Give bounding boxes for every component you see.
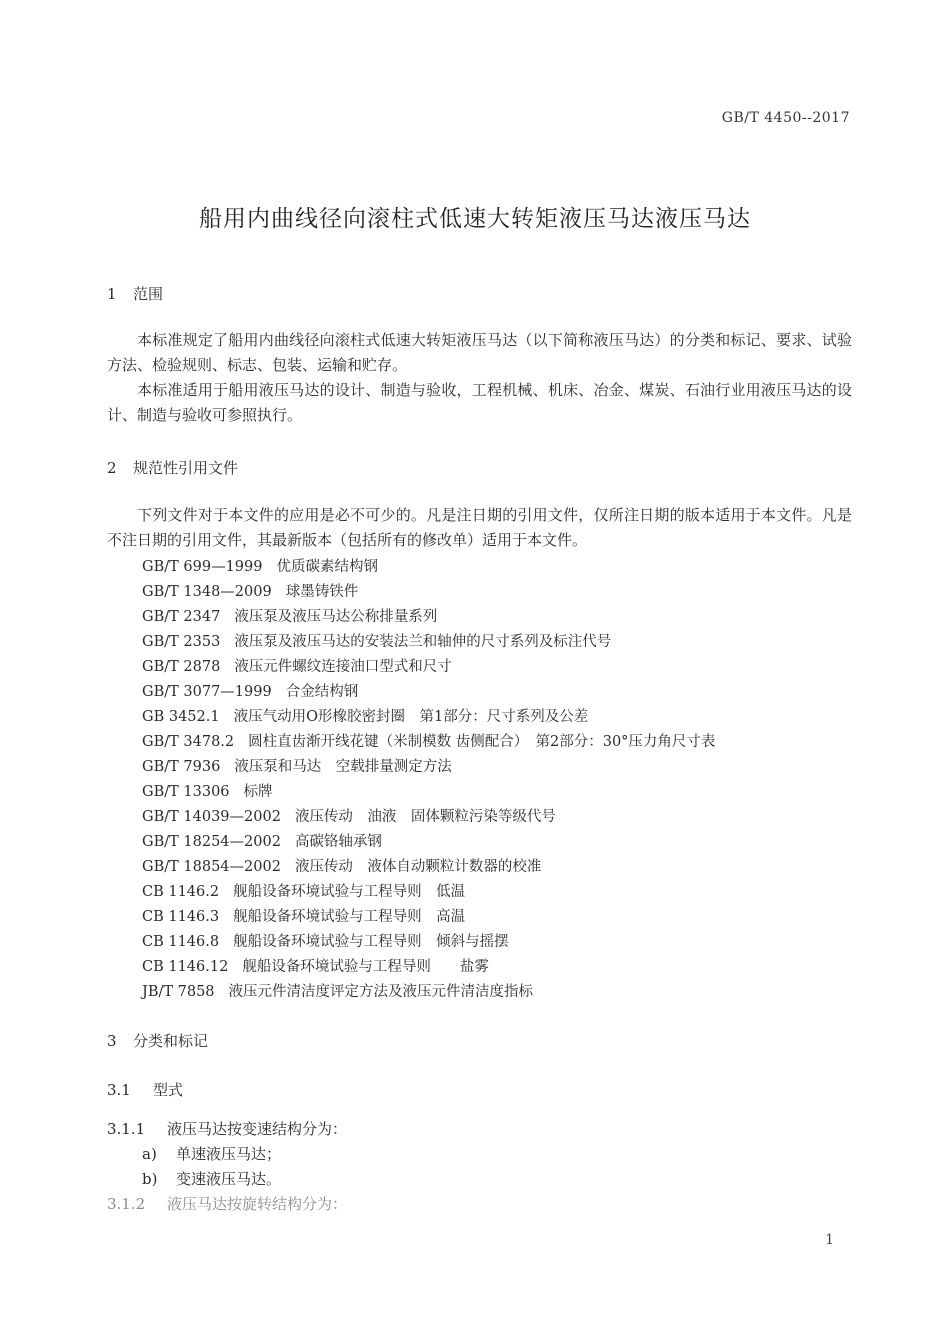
ref-code: CB 1146.2 bbox=[142, 884, 220, 900]
ref-title: 液压泵和马达 空载排量测定方法 bbox=[234, 759, 452, 775]
ref-item bbox=[142, 755, 452, 776]
section-title: 分类和标记 bbox=[133, 1032, 209, 1050]
ref-item bbox=[142, 605, 437, 626]
subsection-3-1-2 bbox=[107, 1193, 347, 1214]
subsection-text: 液压马达按变速结构分为： bbox=[167, 1120, 348, 1138]
subsection-number: 3.1.1 bbox=[107, 1120, 146, 1138]
ref-code: GB/T 2347 bbox=[142, 609, 221, 625]
ref-code: GB/T 699—1999 bbox=[142, 559, 263, 575]
ref-item bbox=[142, 780, 273, 801]
ref-title: 球墨铸铁件 bbox=[285, 584, 359, 600]
section-number: 2 bbox=[107, 459, 117, 477]
ref-code: GB/T 3478.2 bbox=[142, 734, 235, 750]
list-item bbox=[142, 1168, 281, 1189]
subsection-number: 3.1 bbox=[107, 1081, 131, 1099]
ref-item bbox=[142, 880, 465, 901]
ref-code: GB/T 13306 bbox=[142, 784, 230, 800]
list-marker: a) bbox=[142, 1145, 157, 1163]
ref-item bbox=[142, 680, 358, 701]
section-title: 规范性引用文件 bbox=[133, 459, 239, 477]
ref-title: 优质碳素结构钢 bbox=[276, 559, 378, 575]
ref-title: 液压元件螺纹连接油口型式和尺寸 bbox=[234, 659, 452, 675]
ref-title: 液压传动 油液 固体颗粒污染等级代号 bbox=[294, 809, 556, 825]
section-number: 3 bbox=[107, 1032, 117, 1050]
ref-code: GB/T 18854—2002 bbox=[142, 859, 281, 875]
section-2-heading bbox=[107, 457, 238, 478]
ref-code: GB 3452.1 bbox=[142, 709, 220, 725]
ref-item bbox=[142, 630, 611, 651]
ref-item bbox=[142, 805, 556, 826]
ref-item bbox=[142, 955, 489, 976]
ref-code: CB 1146.12 bbox=[142, 959, 229, 975]
ref-title: 合金结构钢 bbox=[285, 684, 359, 700]
ref-title: 舰船设备环境试验与工程导则 高温 bbox=[233, 909, 466, 925]
ref-title: 圆柱直齿渐开线花键（米制模数 齿侧配合） 第2部分：30°压力角尺寸表 bbox=[248, 734, 716, 750]
ref-code: GB/T 7936 bbox=[142, 759, 221, 775]
section-1-heading bbox=[107, 283, 163, 304]
subsection-title: 型式 bbox=[153, 1081, 184, 1099]
ref-title: 舰船设备环境试验与工程导则 低温 bbox=[233, 884, 466, 900]
scope-paragraph-2: 本标准适用于船用液压马达的设计、制造与验收，工程机械、机床、冶金、煤炭、石油行业用液压马达的设计、制造与验收可参照执行。 bbox=[107, 381, 852, 424]
ref-title: 液压元件清洁度评定方法及液压元件清洁度指标 bbox=[228, 984, 534, 1000]
list-marker: b) bbox=[142, 1170, 158, 1188]
ref-title: 高碳铬轴承钢 bbox=[294, 834, 382, 850]
ref-code: GB/T 14039—2002 bbox=[142, 809, 281, 825]
ref-item bbox=[142, 555, 378, 576]
ref-code: CB 1146.3 bbox=[142, 909, 220, 925]
ref-code: CB 1146.8 bbox=[142, 934, 220, 950]
ref-code: JB/T 7858 bbox=[142, 984, 215, 1000]
ref-title: 舰船设备环境试验与工程导则 倾斜与摇摆 bbox=[233, 934, 509, 950]
ref-item bbox=[142, 730, 715, 751]
ref-item bbox=[142, 705, 588, 726]
list-text: 变速液压马达。 bbox=[176, 1170, 282, 1188]
ref-title: 液压泵及液压马达公称排量系列 bbox=[234, 609, 438, 625]
scope-paragraph-1: 本标准规定了船用内曲线径向滚柱式低速大转矩液压马达（以下简称液压马达）的分类和标记、要求、试验方法、检验规则、标志、包装、运输和贮存。 bbox=[107, 331, 852, 374]
document-title: 船用内曲线径向滚柱式低速大转矩液压马达液压马达 bbox=[199, 206, 751, 232]
standard-code: GB/T 4450--2017 bbox=[721, 110, 850, 126]
ref-item bbox=[142, 855, 541, 876]
ref-item bbox=[142, 655, 452, 676]
subsection-3-1 bbox=[107, 1079, 183, 1100]
section-3-heading bbox=[107, 1030, 208, 1051]
ref-title: 液压传动 液体自动颗粒计数器的校准 bbox=[294, 859, 542, 875]
refs-intro: 下列文件对于本文件的应用是必不可少的。凡是注日期的引用文件，仅所注日期的版本适用于本文件。凡是不注日期的引用文件，其最新版本（包括所有的修改单）适用于本文件。 bbox=[107, 506, 852, 549]
subsection-number: 3.1.2 bbox=[107, 1195, 146, 1213]
ref-code: GB/T 18254—2002 bbox=[142, 834, 281, 850]
page-number: 1 bbox=[825, 1232, 834, 1248]
subsection-3-1-1 bbox=[107, 1118, 347, 1139]
ref-code: GB/T 1348—2009 bbox=[142, 584, 272, 600]
section-title: 范围 bbox=[133, 285, 164, 303]
ref-item bbox=[142, 930, 509, 951]
ref-title: 标牌 bbox=[243, 784, 273, 800]
list-text: 单速液压马达； bbox=[176, 1145, 282, 1163]
ref-code: GB/T 2353 bbox=[142, 634, 221, 650]
ref-title: 舰船设备环境试验与工程导则 盐雾 bbox=[242, 959, 489, 975]
ref-item bbox=[142, 980, 533, 1001]
list-item bbox=[142, 1143, 281, 1164]
ref-title: 液压气动用O形橡胶密封圈 第1部分：尺寸系列及公差 bbox=[233, 709, 589, 725]
ref-item bbox=[142, 580, 358, 601]
section-number: 1 bbox=[107, 285, 117, 303]
ref-code: GB/T 2878 bbox=[142, 659, 221, 675]
ref-code: GB/T 3077—1999 bbox=[142, 684, 272, 700]
ref-item bbox=[142, 830, 382, 851]
ref-title: 液压泵及液压马达的安装法兰和轴伸的尺寸系列及标注代号 bbox=[234, 634, 612, 650]
subsection-text: 液压马达按旋转结构分为： bbox=[167, 1195, 348, 1213]
ref-item bbox=[142, 905, 465, 926]
